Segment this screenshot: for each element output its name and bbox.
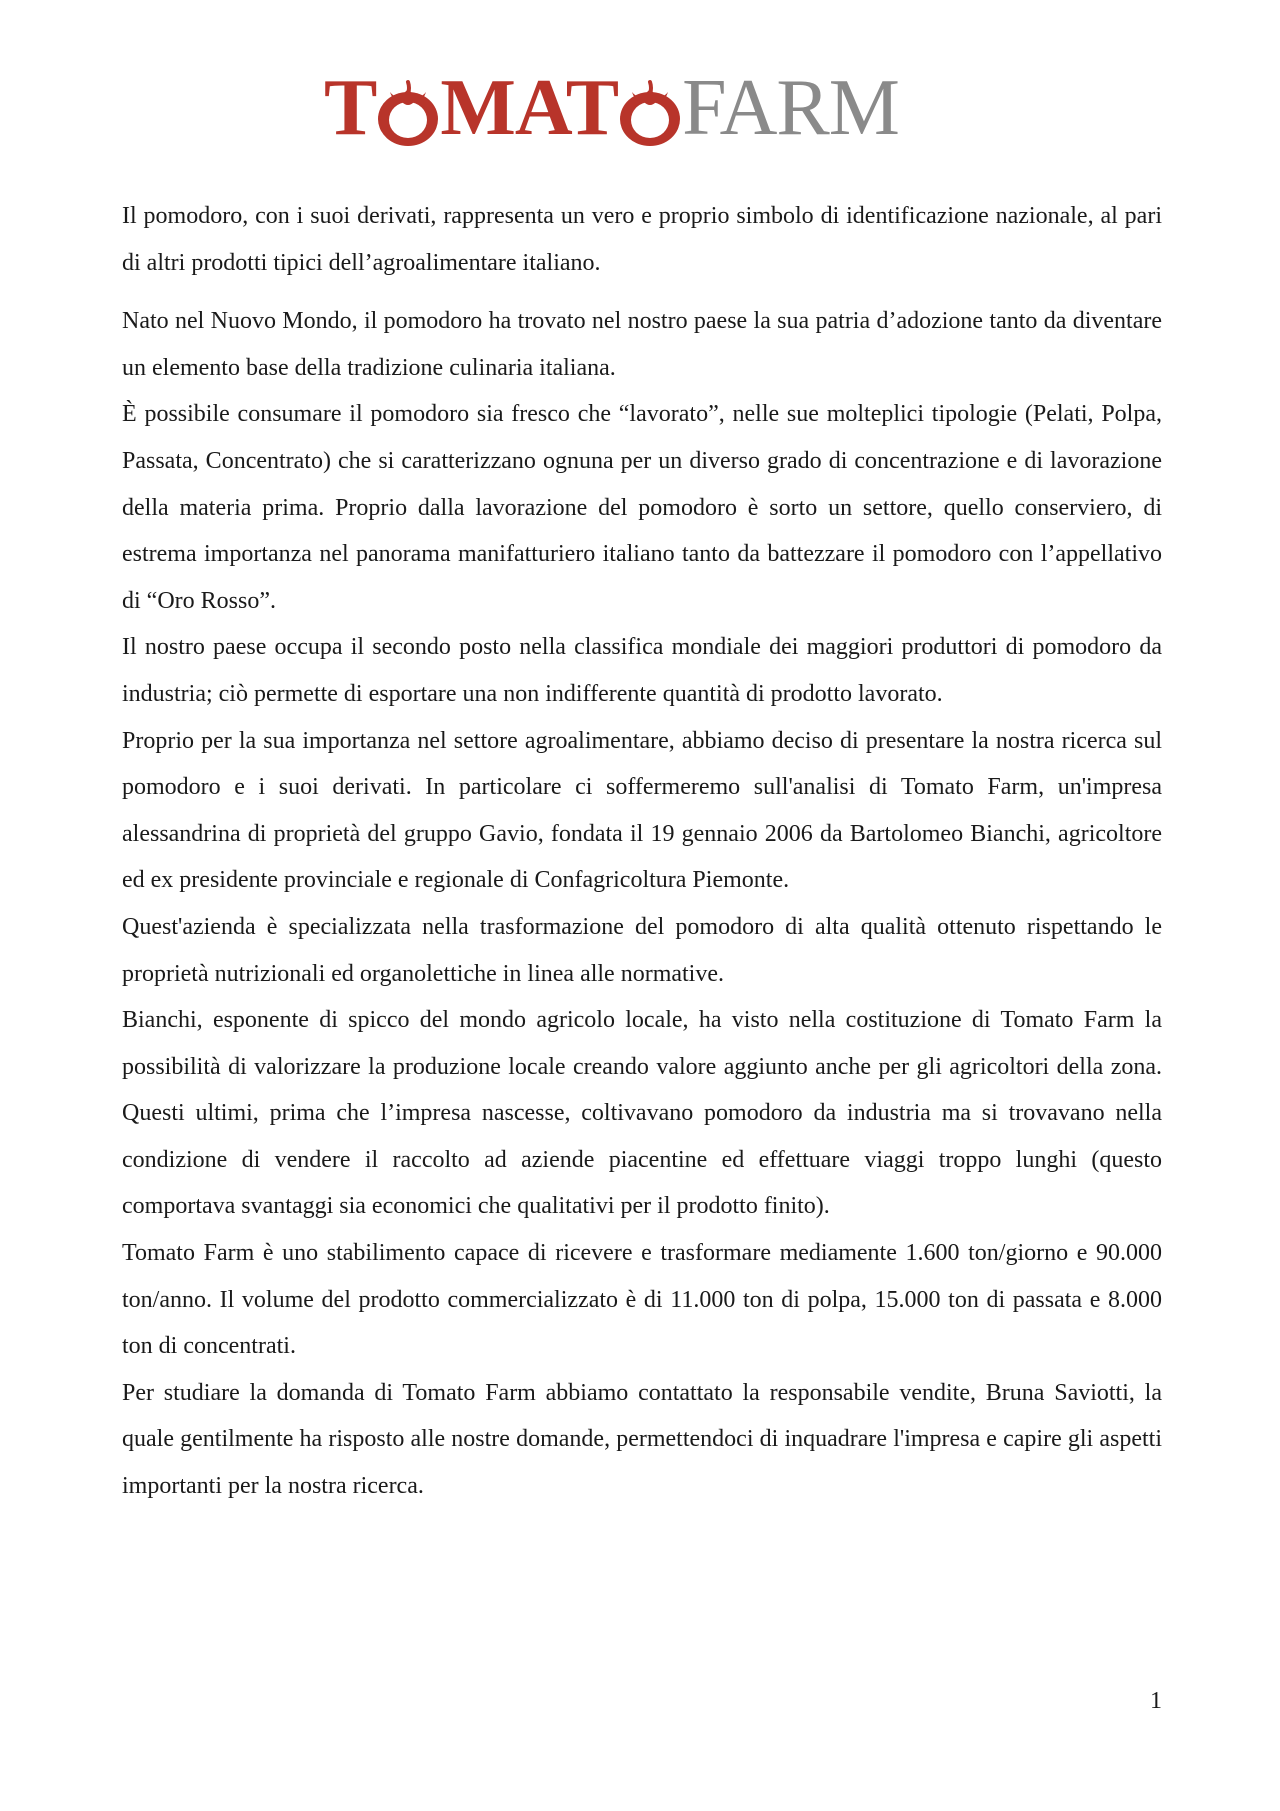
paragraph: Bianchi, esponente di spicco del mondo agricolo locale, ha visto nella costituzione di Tomato Farm la possibilità di valorizzare la produzione locale creando valore aggiunto anche per gli agricoltori della zona. Questi ultimi, prima che l’impresa nascesse, coltivavano pomodoro da industria ma si trovavano nella condizione di vendere il raccolto ad aziende piacentine ed effettuare viaggi troppo lunghi (questo comportava svantaggi sia economici che qualitativi per il prodotto finito). bbox=[122, 1007, 1162, 1220]
logo-tomato-text bbox=[324, 64, 682, 152]
tomato-icon bbox=[374, 78, 442, 148]
tomato-icon bbox=[616, 78, 684, 148]
paragraph: Per studiare la domanda di Tomato Farm abbiamo contattato la responsabile vendite, Bruna Saviotti, la quale gentilmente ha risposto alle nostre domande, permettendoci di inquadrare l'impresa e capire gli aspetti importanti per la nostra ricerca. bbox=[122, 1379, 1162, 1500]
body-text bbox=[122, 193, 1162, 1510]
logo-farm-text: FARM bbox=[682, 64, 899, 152]
paragraph: È possibile consumare il pomodoro sia fresco che “lavorato”, nelle sue molteplici tipologie (Pelati, Polpa, Passata, Concentrato) che si caratterizzano ognuna per un diverso grado di concentrazione e di lavorazione della materia prima. Proprio dalla lavorazione del pomodoro è sorto un settore, quello conserviero, di estrema importanza nel panorama manifatturiero italiano tanto da battezzare il pomodoro con l’appellativo di “Oro Rosso”. bbox=[122, 401, 1162, 614]
page-number: 1 bbox=[1150, 1688, 1162, 1714]
logo-letter-t: T bbox=[324, 64, 377, 152]
logo-letters-mat: MAT bbox=[440, 64, 619, 152]
paragraph: Nato nel Nuovo Mondo, il pomodoro ha trovato nel nostro paese la sua patria d’adozione tanto da diventare un elemento base della tradizione culinaria italiana. bbox=[122, 308, 1162, 381]
paragraph: Proprio per la sua importanza nel settore agroalimentare, abbiamo deciso di presentare la nostra ricerca sul pomodoro e i suoi derivati. In particolare ci soffermeremo sull'analisi di Tomato Farm, un'impresa alessandrina di proprietà del gruppo Gavio, fondata il 19 gennaio 2006 da Bartolomeo Bianchi, agricoltore ed ex presidente provinciale e regionale di Confagricoltura Piemonte. bbox=[122, 727, 1162, 894]
paragraph: Tomato Farm è uno stabilimento capace di ricevere e trasformare mediamente 1.600 ton/giorno e 90.000 ton/anno. Il volume del prodotto commercializzato è di 11.000 ton di polpa, 15.000 ton di passata e 8.000 ton di concentrati. bbox=[122, 1240, 1162, 1360]
paragraph: Il nostro paese occupa il secondo posto nella classifica mondiale dei maggiori produttori di pomodoro da industria; ciò permette di esportare una non indifferente quantità di prodotto lavorato. bbox=[122, 634, 1162, 707]
paragraph: Quest'azienda è specializzata nella trasformazione del pomodoro di alta qualità ottenuto rispettando le proprietà nutrizionali ed organolettiche in linea alle normative. bbox=[122, 913, 1162, 987]
tomato-farm-logo bbox=[324, 64, 899, 152]
paragraph: Il pomodoro, con i suoi derivati, rappresenta un vero e proprio simbolo di identificazione nazionale, al pari di altri prodotti tipici dell’agroalimentare italiano. bbox=[122, 203, 1162, 276]
